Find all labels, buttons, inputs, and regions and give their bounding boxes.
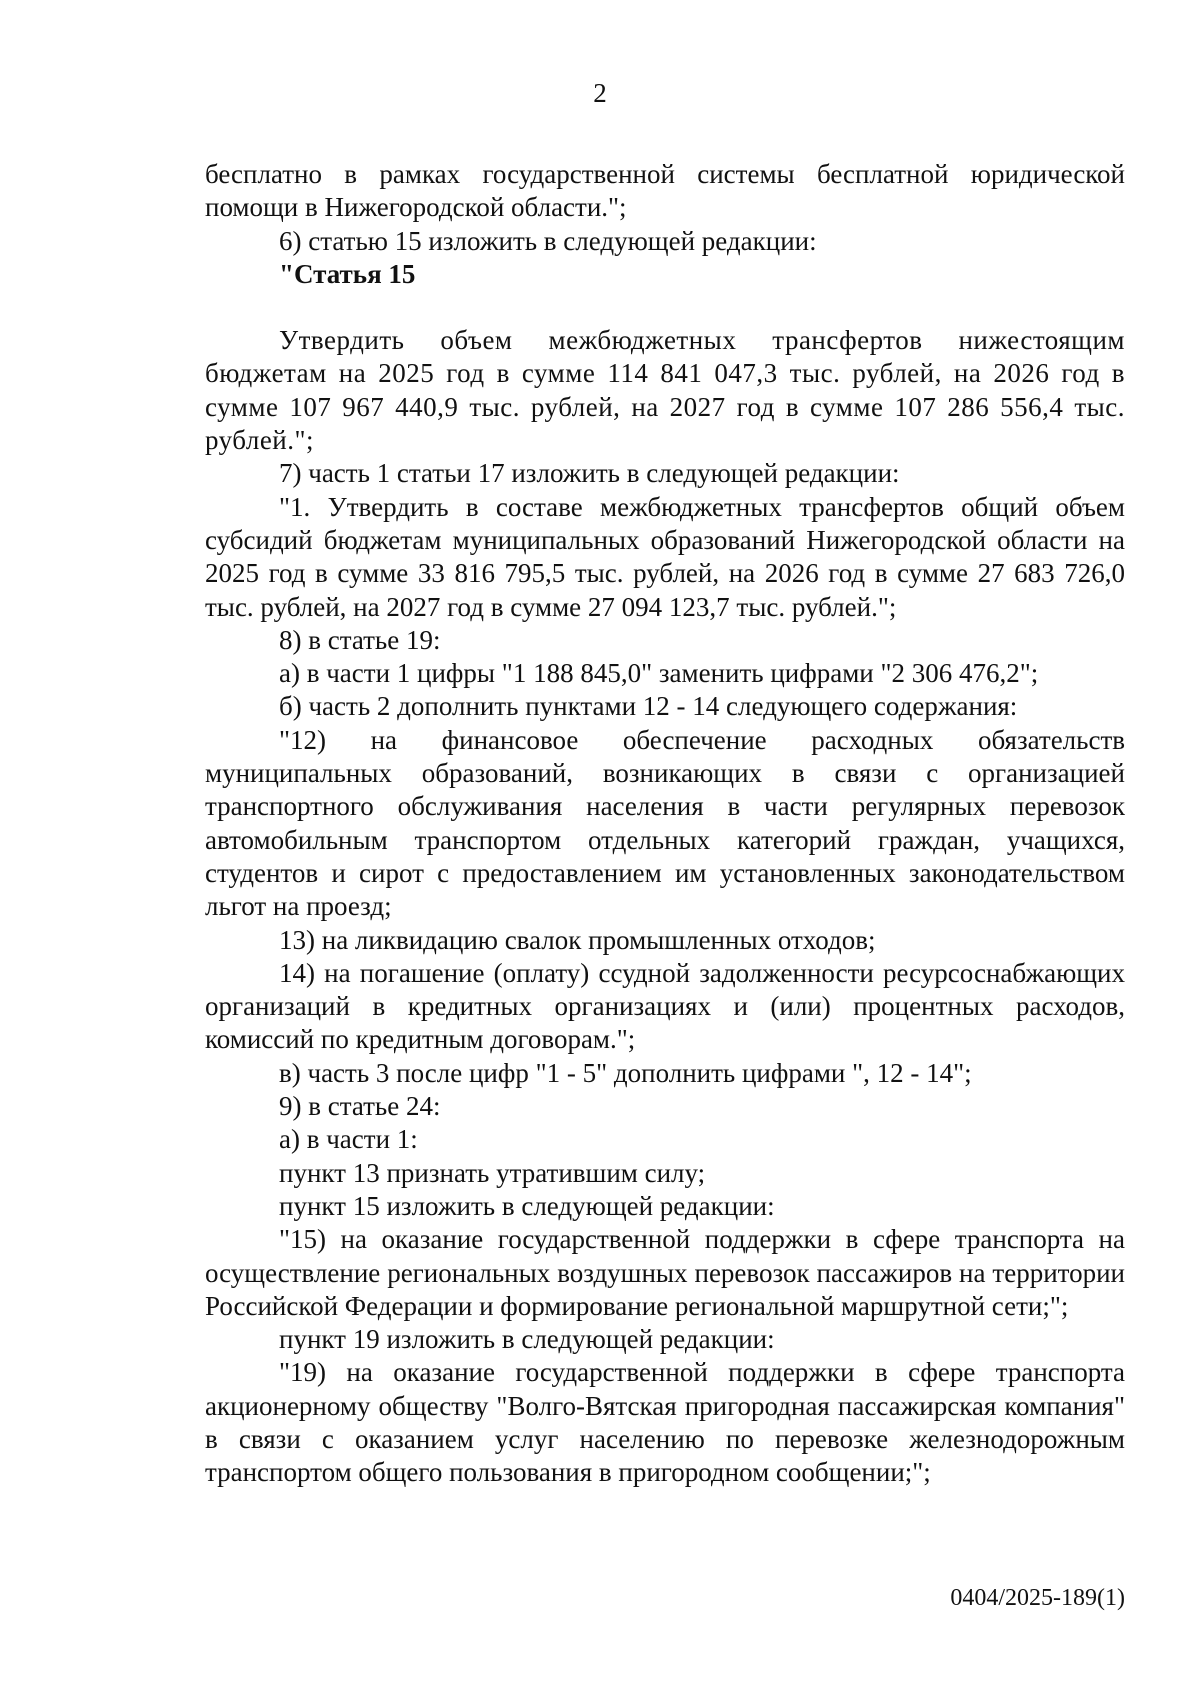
paragraph-item-9: 9) в статье 24: — [279, 1091, 441, 1122]
paragraph-point-15: пункт 15 изложить в следующей редакции: — [279, 1190, 775, 1221]
paragraph-point-13: пункт 13 признать утратившим силу; — [279, 1157, 706, 1188]
document-body — [205, 158, 1125, 1490]
document-number: 0404/2025-189(1) — [950, 1585, 1125, 1611]
paragraph-subitem-13: 13) на ликвидацию свалок промышленных отходов; — [279, 924, 876, 955]
paragraph-point-19: пункт 19 изложить в следующей редакции: — [279, 1324, 775, 1355]
paragraph-subitem-14: 14) на погашение (оплату) ссудной задолженности ресурсоснабжающих организаций в кредитных организациях и (или) процентных расходов, комиссий по кредитным договорам."; — [205, 957, 1125, 1055]
paragraph-subitem-12: "12) на финансовое обеспечение расходных обязательств муниципальных образований, возникающих в связи с организацией транспортного обслуживания населения в части регулярных перевозок автомобильным транспортом отдельных категорий граждан, учащихся, студентов и сирот с предоставлением им установленных законодательством льгот на проезд; — [205, 724, 1125, 922]
paragraph-item-8a: а) в части 1 цифры "1 188 845,0" заменить цифрами "2 306 476,2"; — [279, 658, 1039, 689]
paragraph-point-15-text: "15) на оказание государственной поддержки в сфере транспорта на осуществление региональных воздушных перевозок пассажиров на территории Российской Федерации и формирование региональной маршрутной сети;"; — [205, 1224, 1125, 1321]
paragraph-item-9a: а) в части 1: — [279, 1124, 418, 1155]
paragraph-point-19-text: "19) на оказание государственной поддержки в сфере транспорта акционерному обществу "Волго-Вятская пригородная пассажирская компания" в связи с оказанием услуг населению по перевозке железнодорожным транспортом общего пользования в пригородном сообщении;"; — [205, 1357, 1125, 1488]
paragraph-item-7: 7) часть 1 статьи 17 изложить в следующей редакции: — [279, 458, 900, 489]
paragraph-continuation: бесплатно в рамках государственной системы бесплатной юридической помощи в Нижегородской области."; — [205, 159, 1125, 223]
paragraph-item-8v: в) часть 3 после цифр "1 - 5" дополнить цифрами ", 12 - 14"; — [279, 1057, 972, 1088]
paragraph-item-6: 6) статью 15 изложить в следующей редакции: — [279, 225, 817, 256]
paragraph-article-15-text: Утвердить объем межбюджетных трансфертов нижестоящим бюджетам на 2025 год в сумме 114 841 047,3 тыс. рублей, на 2026 год в сумме 107 967 440,9 тыс. рублей, на 2027 год в сумме 107 286 556,4 тыс. рублей."; — [205, 325, 1125, 456]
paragraph-item-8: 8) в статье 19: — [279, 624, 441, 655]
paragraph-item-8b: б) часть 2 дополнить пунктами 12 - 14 следующего содержания: — [279, 691, 1018, 722]
article-15-heading: "Статья 15 — [279, 258, 416, 289]
paragraph-article-17-text: "1. Утвердить в составе межбюджетных трансфертов общий объем субсидий бюджетам муниципальных образований Нижегородской области на 2025 год в сумме 33 816 795,5 тыс. рублей, на 2026 год в сумме 27 683 726,0 тыс. рублей, на 2027 год в сумме 27 094 123,7 тыс. рублей."; — [205, 491, 1125, 622]
page-number: 2 — [593, 78, 607, 108]
